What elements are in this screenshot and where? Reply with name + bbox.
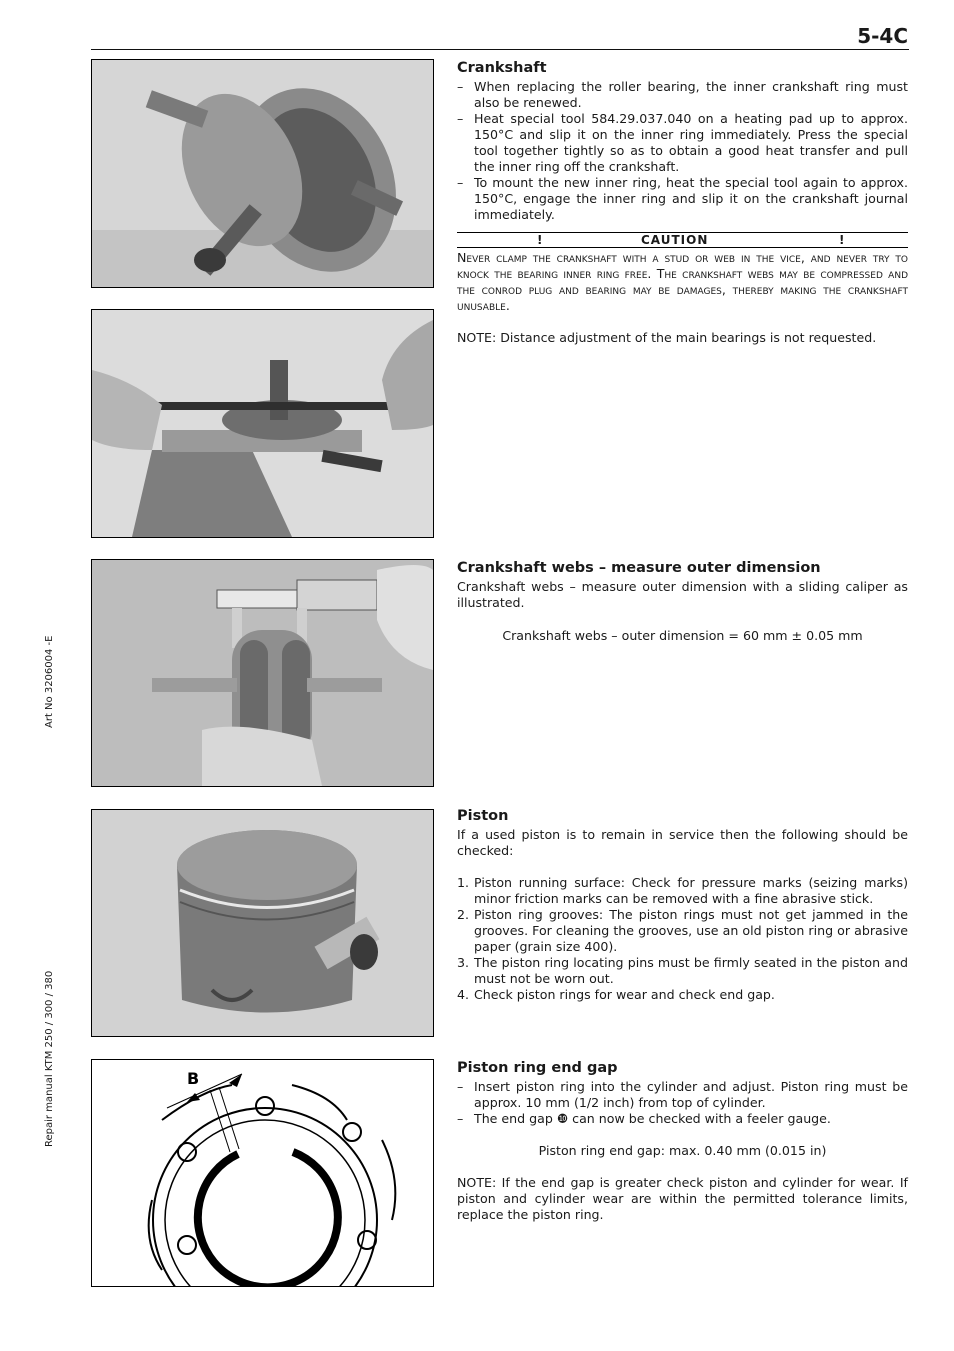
list-item: 4. Check piston rings for wear and check end gap.	[457, 987, 775, 1002]
webs-section	[457, 559, 908, 644]
caliper-photo	[91, 559, 434, 787]
piston-photo	[91, 809, 434, 1037]
webs-body: Crankshaft webs – measure outer dimension with a sliding caliper as illustrated.	[457, 579, 908, 610]
ring-gap-diagram	[91, 1059, 434, 1287]
vice-tool-photo	[91, 309, 434, 538]
header-rule	[91, 49, 909, 50]
webs-spec: Crankshaft webs – outer dimension = 60 mm ± 0.05 mm	[502, 628, 863, 643]
list-item: – When replacing the roller bearing, the inner crankshaft ring must also be renewed.	[457, 79, 908, 110]
ring-gap-section	[457, 1059, 908, 1223]
caution-label: CAUTION	[641, 233, 709, 247]
gap-label-b: B	[187, 1069, 200, 1088]
piston-heading: Piston	[457, 808, 509, 824]
webs-heading: Crankshaft webs – measure outer dimension	[457, 560, 821, 576]
crankshaft-heading: Crankshaft	[457, 60, 547, 76]
list-item: – The end gap ❿ can now be checked with a feeler gauge.	[457, 1111, 831, 1126]
caution-mark-left: !	[537, 233, 544, 247]
art-number: Art No 3206004 -E	[44, 635, 55, 728]
caution-bar	[457, 232, 908, 248]
bearing-note: NOTE: Distance adjustment of the main bearings is not requested.	[457, 330, 877, 345]
caution-mark-right: !	[839, 233, 846, 247]
caution-text: Never clamp the crankshaft with a stud or web in the vice, and never try to knock the bearing inner ring free. The crankshaft webs may be compressed and the conrod plug and bearing may be damages, thereby making the crankshaft unusable.	[457, 250, 909, 313]
ring-gap-heading: Piston ring end gap	[457, 1060, 618, 1076]
list-item: 2. Piston ring grooves: The piston rings must not get jammed in the grooves. For cleaning the grooves, use an old piston ring or abrasive paper (grain size 400).	[457, 907, 908, 954]
piston-intro: If a used piston is to remain in service then the following should be checked:	[457, 827, 908, 858]
page-number: 5-4C	[857, 24, 908, 48]
crankshaft-photo	[91, 59, 434, 288]
list-item: 3. The piston ring locating pins must be firmly seated in the piston and must not be worn out.	[457, 955, 908, 986]
piston-section	[457, 807, 908, 1003]
list-item: – Insert piston ring into the cylinder and adjust. Piston ring must be approx. 10 mm (1/2 inch) from top of cylinder.	[457, 1079, 908, 1110]
ring-gap-note: NOTE: If the end gap is greater check piston and cylinder for wear. If piston and cylinder wear are within the permitted tolerance limits, replace the piston ring.	[457, 1175, 908, 1222]
crankshaft-section	[457, 59, 908, 346]
list-item: – To mount the new inner ring, heat the special tool again to approx. 150°C, engage the inner ring and slip it on the crankshaft journal immediately.	[457, 175, 908, 222]
ring-gap-spec: Piston ring end gap: max. 0.40 mm (0.015 in)	[538, 1143, 827, 1158]
manual-title: Repair manual KTM 250 / 300 / 380	[44, 970, 55, 1147]
list-item: – Heat special tool 584.29.037.040 on a heating pad up to approx. 150°C and slip it on the inner ring immediately. Press the special tool together tightly so as to obtain a good heat transfer and pull the inner ring off the crankshaft.	[457, 111, 908, 174]
list-item: 1. Piston running surface: Check for pressure marks (seizing marks) minor friction marks can be removed with a fine abrasive stick.	[457, 875, 908, 906]
